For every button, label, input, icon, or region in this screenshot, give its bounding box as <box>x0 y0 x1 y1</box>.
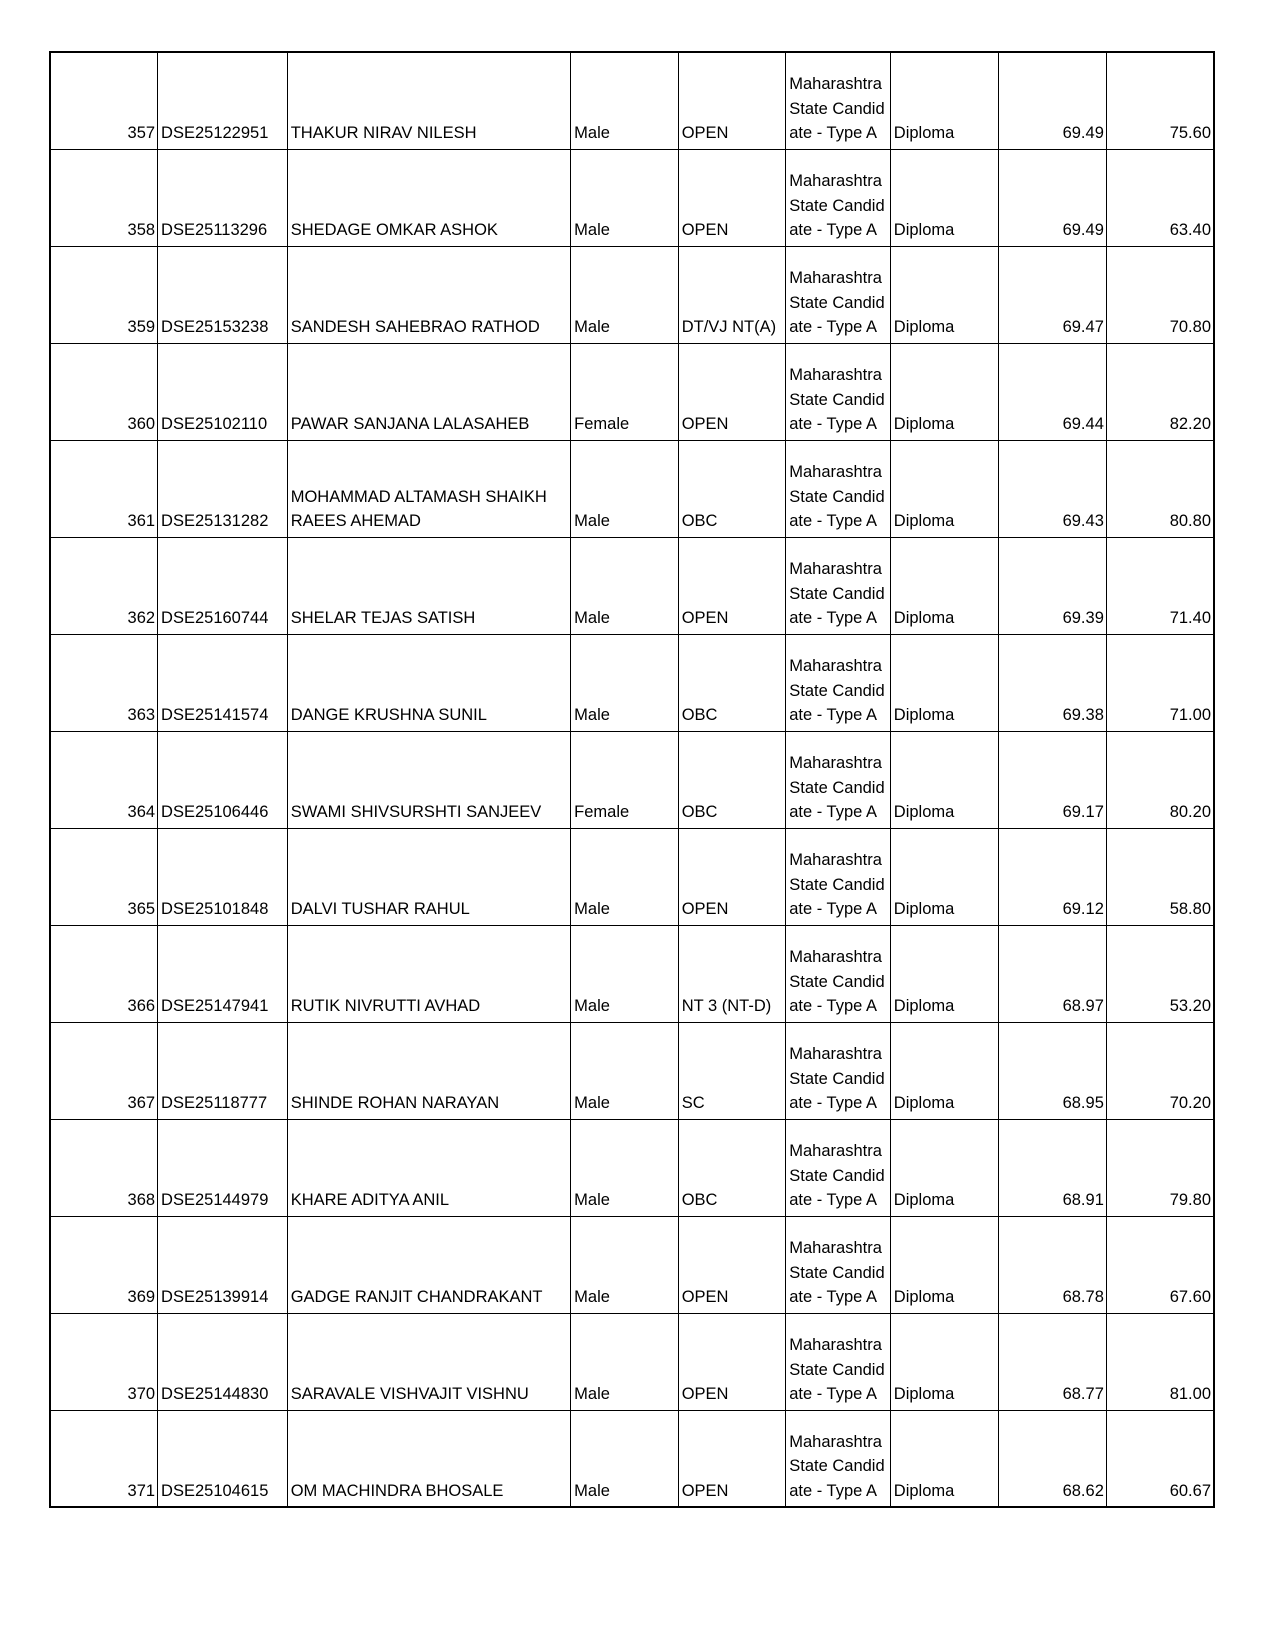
cell-candidate-name: SHELAR TEJAS SATISH <box>287 537 570 634</box>
cell-gender: Male <box>571 1313 679 1410</box>
table-row <box>50 1216 1214 1313</box>
cell-score-1: 69.38 <box>999 634 1107 731</box>
cell-gender: Male <box>571 1216 679 1313</box>
cell-application-id: DSE25144830 <box>158 1313 288 1410</box>
cell-score-2: 71.00 <box>1106 634 1214 731</box>
cell-category: OBC <box>678 1119 786 1216</box>
cell-score-2: 79.80 <box>1106 1119 1214 1216</box>
cell-sr-no: 363 <box>50 634 158 731</box>
cell-application-id: DSE25118777 <box>158 1022 288 1119</box>
cell-qualification: Diploma <box>890 828 999 925</box>
cell-application-id: DSE25144979 <box>158 1119 288 1216</box>
cell-qualification: Diploma <box>890 246 999 343</box>
cell-application-id: DSE25160744 <box>158 537 288 634</box>
cell-score-2: 70.80 <box>1106 246 1214 343</box>
cell-candidature-type: Maharashtra State Candidate - Type A <box>786 731 891 828</box>
cell-category: OPEN <box>678 52 786 149</box>
cell-candidature-type: Maharashtra State Candidate - Type A <box>786 1216 891 1313</box>
cell-qualification: Diploma <box>890 1216 999 1313</box>
cell-candidate-name: MOHAMMAD ALTAMASH SHAIKH RAEES AHEMAD <box>287 440 570 537</box>
cell-gender: Male <box>571 1022 679 1119</box>
table-row <box>50 1410 1214 1507</box>
cell-candidature-type: Maharashtra State Candidate - Type A <box>786 537 891 634</box>
cell-qualification: Diploma <box>890 52 999 149</box>
cell-score-1: 69.12 <box>999 828 1107 925</box>
table-row <box>50 1119 1214 1216</box>
cell-score-2: 67.60 <box>1106 1216 1214 1313</box>
cell-sr-no: 361 <box>50 440 158 537</box>
cell-candidature-type: Maharashtra State Candidate - Type A <box>786 52 891 149</box>
cell-sr-no: 366 <box>50 925 158 1022</box>
table-row <box>50 149 1214 246</box>
cell-score-2: 60.67 <box>1106 1410 1214 1507</box>
cell-candidate-name: SARAVALE VISHVAJIT VISHNU <box>287 1313 570 1410</box>
cell-sr-no: 364 <box>50 731 158 828</box>
table-row <box>50 925 1214 1022</box>
cell-application-id: DSE25113296 <box>158 149 288 246</box>
cell-score-1: 69.47 <box>999 246 1107 343</box>
cell-score-1: 69.49 <box>999 52 1107 149</box>
merit-list-table <box>49 51 1215 1508</box>
cell-category: OPEN <box>678 1313 786 1410</box>
cell-candidature-type: Maharashtra State Candidate - Type A <box>786 246 891 343</box>
cell-category: DT/VJ NT(A) <box>678 246 786 343</box>
table-row <box>50 828 1214 925</box>
cell-score-1: 69.17 <box>999 731 1107 828</box>
cell-candidate-name: OM MACHINDRA BHOSALE <box>287 1410 570 1507</box>
cell-application-id: DSE25141574 <box>158 634 288 731</box>
cell-application-id: DSE25153238 <box>158 246 288 343</box>
cell-score-1: 69.49 <box>999 149 1107 246</box>
cell-candidate-name: PAWAR SANJANA LALASAHEB <box>287 343 570 440</box>
cell-application-id: DSE25102110 <box>158 343 288 440</box>
cell-candidature-type: Maharashtra State Candidate - Type A <box>786 1410 891 1507</box>
cell-gender: Male <box>571 634 679 731</box>
cell-candidature-type: Maharashtra State Candidate - Type A <box>786 343 891 440</box>
cell-score-2: 58.80 <box>1106 828 1214 925</box>
cell-category: OPEN <box>678 343 786 440</box>
cell-score-2: 82.20 <box>1106 343 1214 440</box>
cell-candidature-type: Maharashtra State Candidate - Type A <box>786 440 891 537</box>
cell-sr-no: 365 <box>50 828 158 925</box>
table-row <box>50 343 1214 440</box>
table-row <box>50 731 1214 828</box>
cell-gender: Male <box>571 925 679 1022</box>
cell-score-2: 53.20 <box>1106 925 1214 1022</box>
table-row <box>50 634 1214 731</box>
table-body <box>50 52 1214 1507</box>
cell-score-1: 69.44 <box>999 343 1107 440</box>
cell-score-2: 75.60 <box>1106 52 1214 149</box>
cell-application-id: DSE25104615 <box>158 1410 288 1507</box>
cell-qualification: Diploma <box>890 1410 999 1507</box>
cell-score-1: 68.77 <box>999 1313 1107 1410</box>
cell-qualification: Diploma <box>890 149 999 246</box>
cell-score-1: 68.62 <box>999 1410 1107 1507</box>
cell-score-2: 71.40 <box>1106 537 1214 634</box>
cell-candidate-name: SHINDE ROHAN NARAYAN <box>287 1022 570 1119</box>
cell-category: OPEN <box>678 149 786 246</box>
cell-category: OPEN <box>678 537 786 634</box>
cell-gender: Male <box>571 1119 679 1216</box>
cell-category: OBC <box>678 440 786 537</box>
cell-candidature-type: Maharashtra State Candidate - Type A <box>786 925 891 1022</box>
cell-candidate-name: DALVI TUSHAR RAHUL <box>287 828 570 925</box>
cell-gender: Male <box>571 1410 679 1507</box>
cell-candidate-name: THAKUR NIRAV NILESH <box>287 52 570 149</box>
cell-category: OPEN <box>678 828 786 925</box>
table-row <box>50 1022 1214 1119</box>
cell-sr-no: 359 <box>50 246 158 343</box>
cell-score-2: 80.80 <box>1106 440 1214 537</box>
cell-sr-no: 370 <box>50 1313 158 1410</box>
cell-sr-no: 362 <box>50 537 158 634</box>
cell-candidate-name: SWAMI SHIVSURSHTI SANJEEV <box>287 731 570 828</box>
cell-gender: Male <box>571 246 679 343</box>
cell-gender: Male <box>571 52 679 149</box>
cell-candidate-name: DANGE KRUSHNA SUNIL <box>287 634 570 731</box>
cell-score-2: 81.00 <box>1106 1313 1214 1410</box>
cell-category: OBC <box>678 634 786 731</box>
cell-sr-no: 371 <box>50 1410 158 1507</box>
cell-qualification: Diploma <box>890 1119 999 1216</box>
cell-score-2: 63.40 <box>1106 149 1214 246</box>
cell-sr-no: 368 <box>50 1119 158 1216</box>
cell-category: OPEN <box>678 1410 786 1507</box>
cell-qualification: Diploma <box>890 440 999 537</box>
cell-gender: Female <box>571 731 679 828</box>
cell-gender: Male <box>571 828 679 925</box>
cell-application-id: DSE25147941 <box>158 925 288 1022</box>
cell-gender: Female <box>571 343 679 440</box>
cell-score-1: 69.43 <box>999 440 1107 537</box>
cell-candidature-type: Maharashtra State Candidate - Type A <box>786 1313 891 1410</box>
cell-application-id: DSE25139914 <box>158 1216 288 1313</box>
cell-gender: Male <box>571 537 679 634</box>
cell-category: OBC <box>678 731 786 828</box>
cell-category: OPEN <box>678 1216 786 1313</box>
cell-qualification: Diploma <box>890 731 999 828</box>
cell-sr-no: 358 <box>50 149 158 246</box>
table-row <box>50 1313 1214 1410</box>
table-row <box>50 246 1214 343</box>
cell-candidate-name: GADGE RANJIT CHANDRAKANT <box>287 1216 570 1313</box>
cell-qualification: Diploma <box>890 1313 999 1410</box>
cell-sr-no: 357 <box>50 52 158 149</box>
cell-score-1: 69.39 <box>999 537 1107 634</box>
cell-application-id: DSE25131282 <box>158 440 288 537</box>
cell-candidature-type: Maharashtra State Candidate - Type A <box>786 828 891 925</box>
cell-qualification: Diploma <box>890 1022 999 1119</box>
cell-candidate-name: RUTIK NIVRUTTI AVHAD <box>287 925 570 1022</box>
cell-candidature-type: Maharashtra State Candidate - Type A <box>786 1119 891 1216</box>
cell-sr-no: 367 <box>50 1022 158 1119</box>
cell-sr-no: 360 <box>50 343 158 440</box>
cell-application-id: DSE25122951 <box>158 52 288 149</box>
cell-score-1: 68.95 <box>999 1022 1107 1119</box>
cell-qualification: Diploma <box>890 343 999 440</box>
cell-gender: Male <box>571 149 679 246</box>
cell-candidature-type: Maharashtra State Candidate - Type A <box>786 149 891 246</box>
cell-score-1: 68.78 <box>999 1216 1107 1313</box>
table-row <box>50 440 1214 537</box>
cell-qualification: Diploma <box>890 537 999 634</box>
cell-score-2: 70.20 <box>1106 1022 1214 1119</box>
cell-score-1: 68.97 <box>999 925 1107 1022</box>
table-row <box>50 52 1214 149</box>
cell-category: SC <box>678 1022 786 1119</box>
cell-score-1: 68.91 <box>999 1119 1107 1216</box>
cell-candidature-type: Maharashtra State Candidate - Type A <box>786 1022 891 1119</box>
cell-candidate-name: KHARE ADITYA ANIL <box>287 1119 570 1216</box>
cell-application-id: DSE25106446 <box>158 731 288 828</box>
cell-candidature-type: Maharashtra State Candidate - Type A <box>786 634 891 731</box>
cell-qualification: Diploma <box>890 925 999 1022</box>
cell-sr-no: 369 <box>50 1216 158 1313</box>
cell-category: NT 3 (NT-D) <box>678 925 786 1022</box>
cell-gender: Male <box>571 440 679 537</box>
cell-candidate-name: SANDESH SAHEBRAO RATHOD <box>287 246 570 343</box>
cell-candidate-name: SHEDAGE OMKAR ASHOK <box>287 149 570 246</box>
cell-application-id: DSE25101848 <box>158 828 288 925</box>
table-row <box>50 537 1214 634</box>
cell-qualification: Diploma <box>890 634 999 731</box>
cell-score-2: 80.20 <box>1106 731 1214 828</box>
